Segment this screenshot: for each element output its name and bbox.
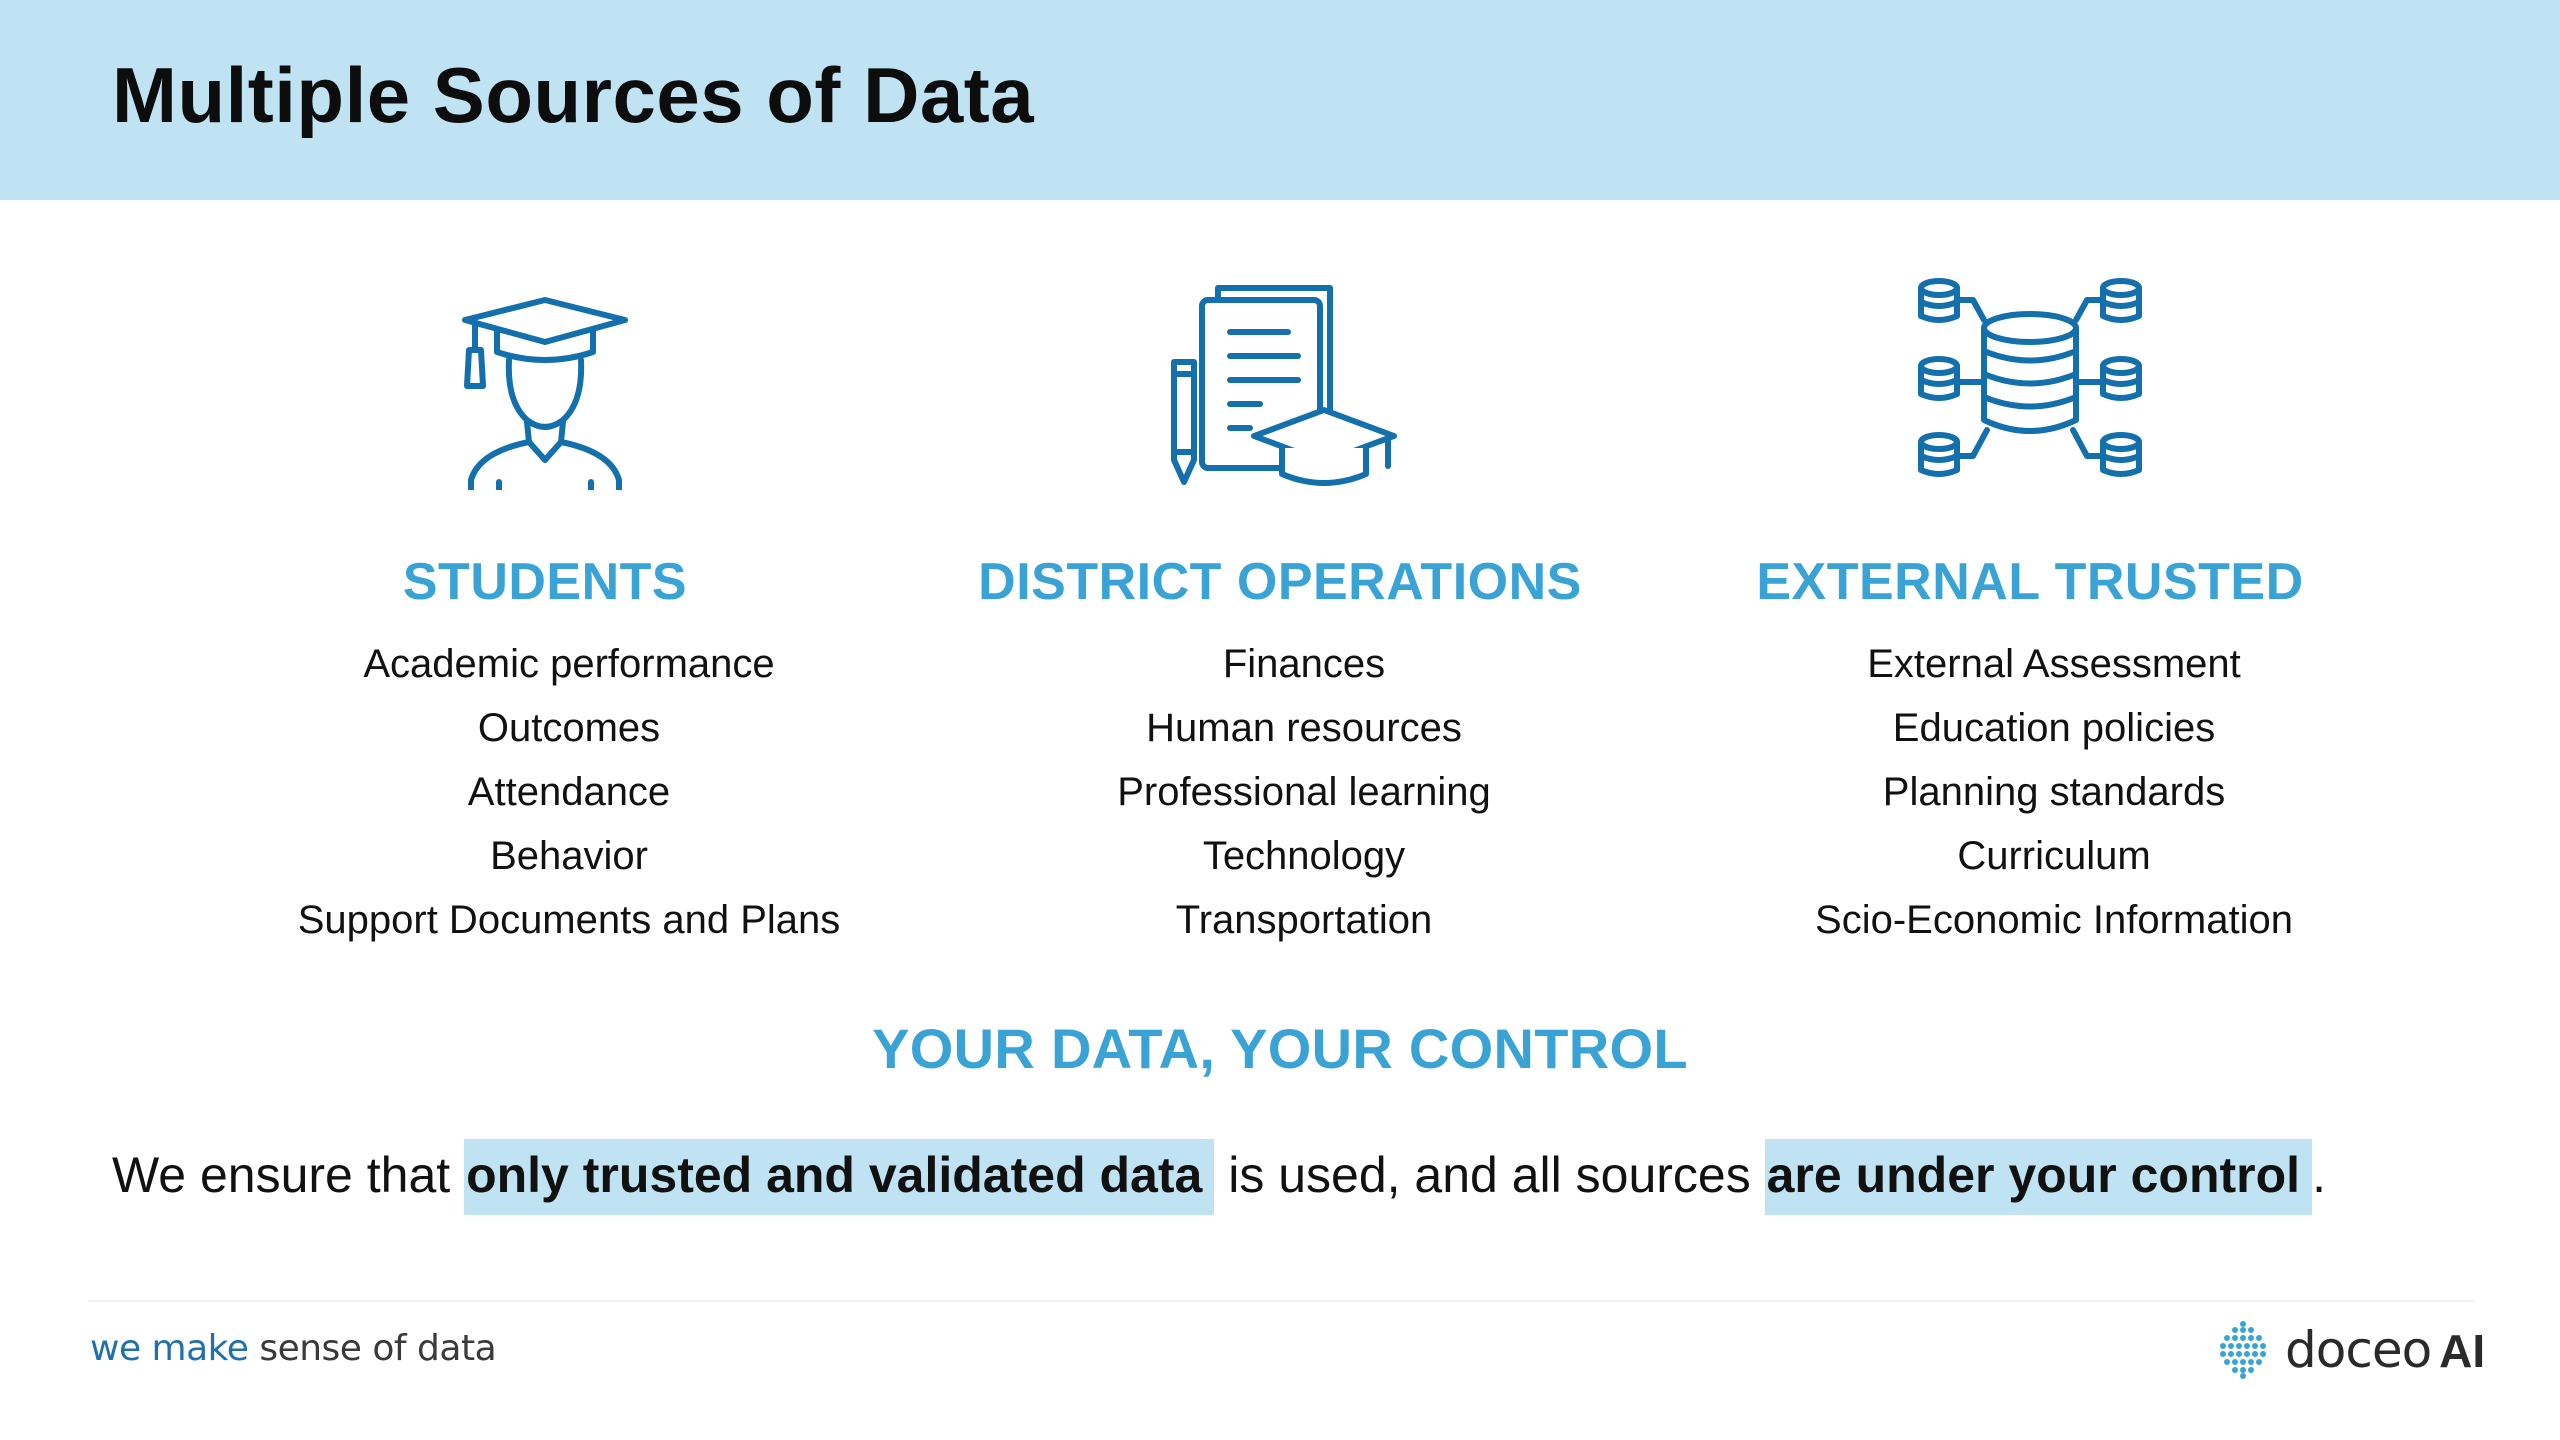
list-item: Support Documents and Plans	[297, 898, 841, 942]
database-network-icon	[1915, 270, 2145, 490]
tagline: YOUR DATA, YOUR CONTROL	[872, 1017, 1688, 1080]
external-trusted-list	[1674, 632, 2434, 952]
district-operations-heading: DISTRICT OPERATIONS	[978, 553, 1582, 611]
list-item: Curriculum	[1957, 834, 2151, 878]
footer-divider	[88, 1300, 2474, 1302]
graduate-student-icon	[455, 270, 635, 490]
statement-highlight: only trusted and validated data	[464, 1139, 1214, 1215]
list-item: Finances	[1222, 642, 1386, 686]
list-item: External Assessment	[1867, 642, 2241, 686]
list-item: Transportation	[1175, 898, 1433, 942]
list-item: Technology	[1202, 834, 1406, 878]
brand-name: doceo	[2285, 1321, 2432, 1379]
list-item: Outcomes	[477, 706, 661, 750]
list-item: Education policies	[1892, 706, 2216, 750]
slogan-accent: we make	[90, 1328, 249, 1369]
brand-suffix: AI	[2439, 1325, 2486, 1377]
page-title: Multiple Sources of Data	[112, 51, 1035, 139]
district-operations-list	[924, 632, 1684, 952]
statement-text: is used, and all sources	[1214, 1147, 1765, 1203]
external-trusted-heading: EXTERNAL TRUSTED	[1756, 553, 2304, 611]
list-item: Professional learning	[1117, 770, 1491, 814]
students-heading: STUDENTS	[402, 553, 688, 611]
list-item: Scio-Economic Information	[1815, 898, 2293, 942]
external-trusted-column	[1650, 270, 2410, 952]
documents-graduation-cap-icon	[1160, 270, 1400, 490]
footer-slogan	[90, 1328, 496, 1369]
control-statement	[112, 1146, 2326, 1204]
brand-logo	[2215, 1318, 2485, 1382]
list-item: Academic performance	[363, 642, 775, 686]
students-list	[189, 632, 949, 952]
list-item: Human resources	[1146, 706, 1462, 750]
students-column	[165, 270, 925, 952]
statement-text: We ensure that	[112, 1147, 465, 1203]
dot-sphere-logo-icon	[2215, 1318, 2271, 1382]
header-band	[0, 0, 2560, 200]
list-item: Attendance	[467, 770, 671, 814]
brand-wordmark	[2285, 1321, 2485, 1379]
district-operations-column	[900, 270, 1660, 952]
list-item: Behavior	[490, 834, 648, 878]
slogan-rest: sense of data	[248, 1328, 497, 1369]
list-item: Planning standards	[1882, 770, 2226, 814]
statement-text: .	[2312, 1147, 2326, 1203]
statement-highlight: are under your control	[1765, 1139, 2312, 1215]
